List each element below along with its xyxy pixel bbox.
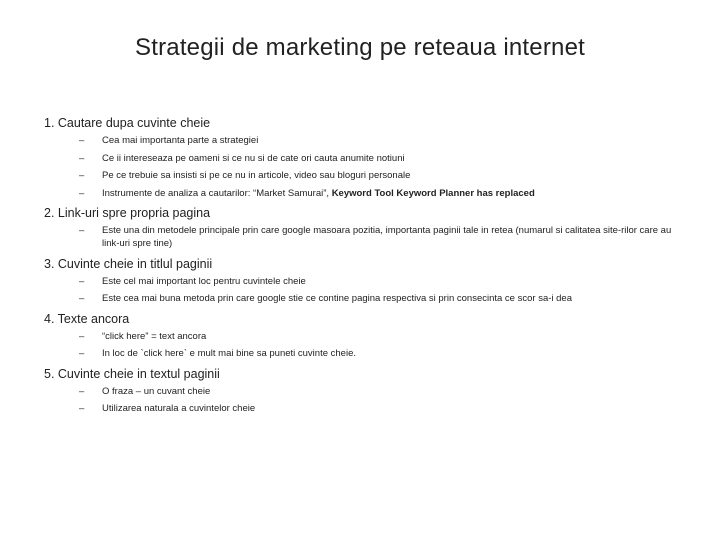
list-item	[44, 347, 684, 360]
list-item	[44, 275, 684, 288]
list-item	[44, 292, 684, 305]
list-item-text: Cea mai importanta parte a strategiei	[102, 135, 259, 146]
list-item	[44, 224, 684, 250]
section-heading: 4. Texte ancora	[44, 311, 130, 326]
dash-bullet-icon: –	[79, 135, 85, 146]
list-item	[44, 187, 684, 200]
dash-bullet-icon: –	[79, 170, 85, 181]
dash-bullet-icon: –	[79, 275, 85, 287]
section-keywords-body	[44, 365, 684, 416]
section-keyword-search	[44, 114, 684, 200]
list-item	[44, 152, 684, 165]
section-heading: 5. Cuvinte cheie in textul paginii	[44, 366, 220, 381]
dash-bullet-icon: –	[79, 348, 85, 359]
sub-list	[44, 275, 684, 306]
list-item-text-bold: Keyword Tool Keyword Planner has replaced	[331, 187, 535, 199]
list-item	[44, 402, 684, 415]
dash-bullet-icon: –	[79, 385, 85, 397]
list-item-text: Este cea mai buna metoda prin care google stie ce contine pagina respectiva si prin consecinta ce scor sa-i dea	[102, 293, 572, 304]
list-item-text: Este una din metodele principale prin care google masoara pozitia, importanta paginii tale in retea (numarul si calitatea site-rilor care au link-uri spre tine)	[102, 225, 672, 249]
list-item-text-plain: Instrumente de analiza a cautarilor: “Market Samurai”,	[102, 187, 332, 199]
section-heading: 2. Link-uri spre propria pagina	[44, 206, 211, 220]
dash-bullet-icon: –	[79, 187, 85, 199]
list-item	[44, 169, 684, 182]
list-item	[44, 385, 684, 398]
list-item-text: Pe ce trebuie sa insisti si pe ce nu in articole, video sau bloguri personale	[102, 170, 411, 181]
list-item-text: O fraza – un cuvant cheie	[102, 385, 211, 397]
dash-bullet-icon: –	[79, 225, 85, 236]
list-item	[44, 134, 684, 147]
list-item-text: Ce ii intereseaza pe oameni si ce nu si de cate ori cauta anumite notiuni	[102, 152, 405, 164]
dash-bullet-icon: –	[79, 293, 85, 304]
sub-list	[44, 224, 684, 250]
slide-title: Strategii de marketing pe reteaua internet	[135, 34, 585, 61]
list-item-text: “click here” = text ancora	[102, 330, 207, 342]
section-heading: 3. Cuvinte cheie in titlul paginii	[44, 256, 213, 271]
slide-content	[44, 114, 684, 420]
sub-list	[44, 330, 684, 361]
list-item-text: In loc de `click here` e mult mai bine sa puneti cuvinte cheie.	[102, 348, 356, 359]
list-item-text	[102, 188, 535, 199]
section-keywords-title	[44, 255, 684, 306]
dash-bullet-icon: –	[79, 152, 85, 164]
sub-list	[44, 385, 684, 416]
sub-list	[44, 134, 684, 200]
list-item	[44, 330, 684, 343]
section-heading: 1. Cautare dupa cuvinte cheie	[44, 116, 211, 130]
section-anchor-texts	[44, 310, 684, 361]
list-item-text: Utilizarea naturala a cuvintelor cheie	[102, 403, 256, 414]
list-item-text: Este cel mai important loc pentru cuvintele cheie	[102, 275, 306, 287]
dash-bullet-icon: –	[79, 330, 85, 342]
dash-bullet-icon: –	[79, 403, 85, 414]
section-backlinks	[44, 204, 684, 250]
